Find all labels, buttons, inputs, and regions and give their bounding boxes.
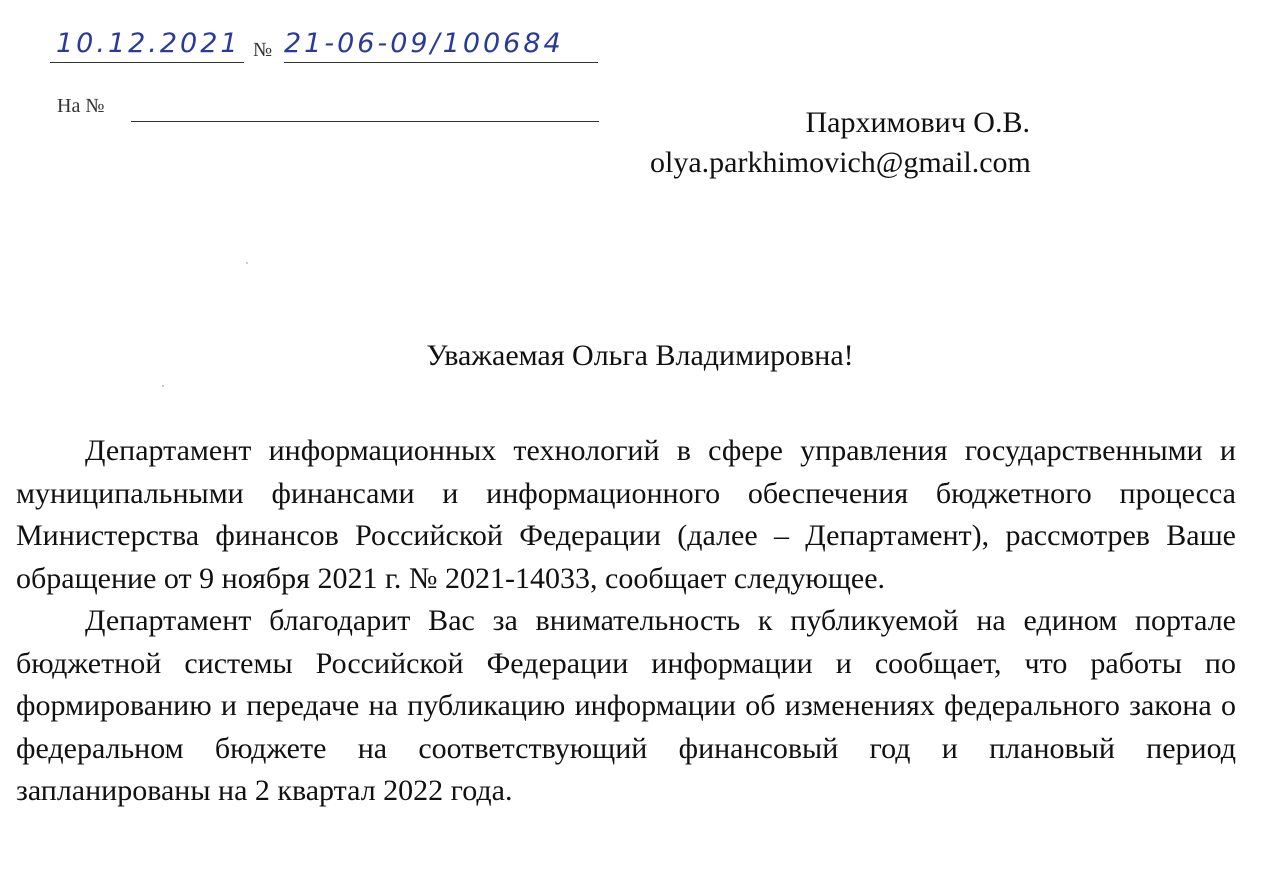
number-underline — [284, 62, 598, 63]
scan-speck — [246, 262, 248, 264]
date-underline — [50, 62, 244, 63]
paragraph: Департамент благодарит Вас за внимательность к публикуемой на едином портале бюджетной системы Российской Федерации информации и сообщает, что работы по формированию и передаче на публикацию информации об изменениях федерального закона о федеральном бюджете на соответствующий финансовый год и плановый период запланированы на 2 квартал 2022 года. — [16, 604, 1236, 807]
addressee-block — [650, 103, 1080, 183]
handwritten-date: 10.12.2021 — [56, 28, 241, 59]
number-sign: № — [253, 39, 273, 61]
reference-label: На № — [57, 95, 105, 117]
letter-body — [16, 430, 1236, 813]
addressee-email: olya.parkhimovich@gmail.com — [650, 146, 1031, 179]
handwritten-number: 21-06-09/100684 — [284, 28, 564, 59]
reference-underline — [131, 121, 599, 122]
addressee-name: Пархимович О.В. — [805, 106, 1030, 139]
greeting: Уважаемая Ольга Владимировна! — [426, 339, 854, 372]
scan-speck — [162, 385, 164, 387]
paragraph: Департамент информационных технологий в сфере управления государственными и муниципальными финансами и информационного обеспечения бюджетного процесса Министерства финансов Российской Федерации (далее – Департамент), рассмотрев Ваше обращение от 9 ноября 2021 г. № 2021-14033, сообщает следующее. — [16, 434, 1236, 595]
